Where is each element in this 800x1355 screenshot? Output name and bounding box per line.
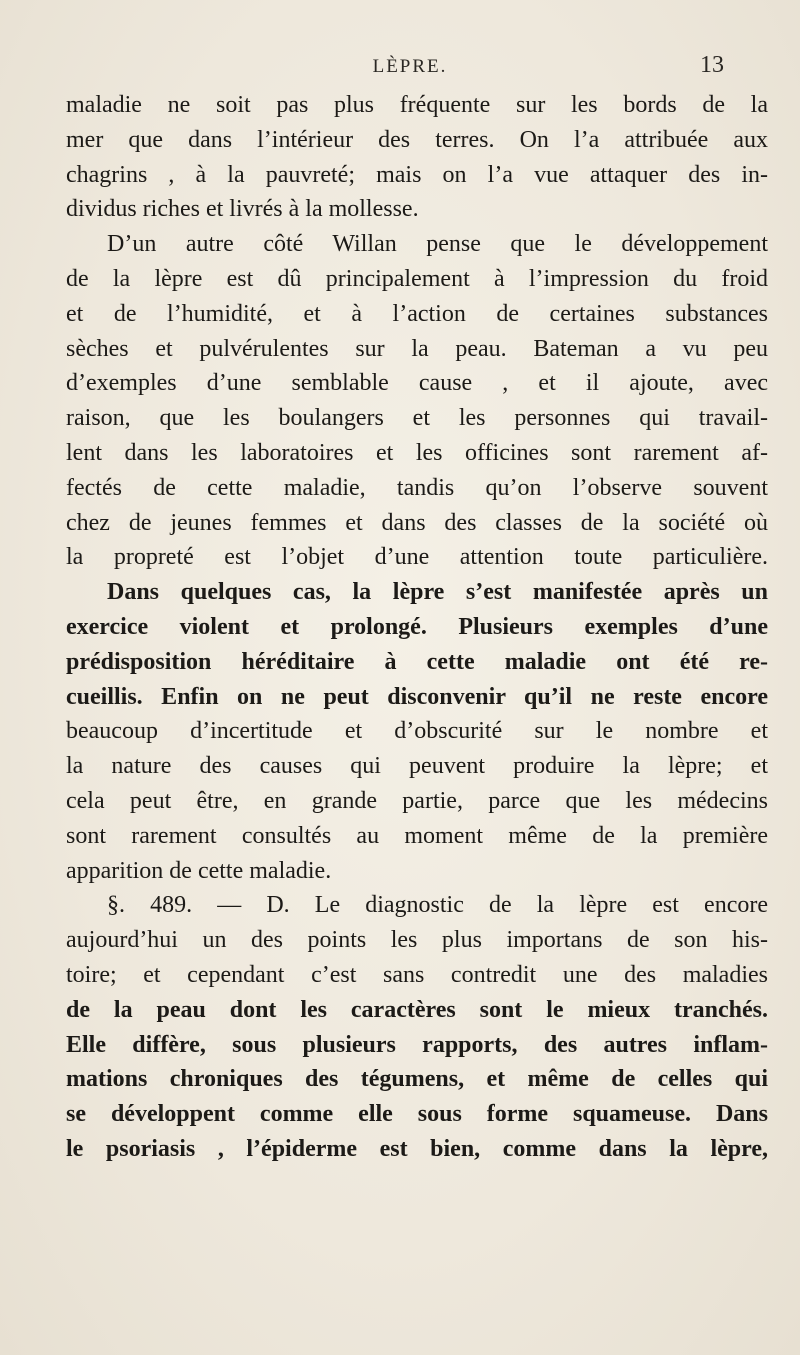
- text-line: Dans quelques cas, la lèpre s’est manifestée après un: [107, 579, 768, 606]
- text-line: de la lèpre est dû principalement à l’impression du froid: [66, 265, 768, 292]
- text-line: chagrins , à la pauvreté; mais on l’a vue attaquer des in-: [66, 161, 768, 188]
- text-line: mer que dans l’intérieur des terres. On l’a attribuée aux: [66, 126, 768, 153]
- text-line: d’exemples d’une semblable cause , et il ajoute, avec: [66, 370, 768, 397]
- text-line: chez de jeunes femmes et dans des classes de la société où: [66, 509, 768, 536]
- running-head: [0, 52, 800, 86]
- text-line: toire; et cependant c’est sans contredit une des maladies: [66, 961, 768, 988]
- text-line: sont rarement consultés au moment même de la première: [66, 822, 768, 849]
- text-line: lent dans les laboratoires et les officines sont rarement af-: [66, 439, 768, 466]
- text-line: de la peau dont les caractères sont le mieux tranchés.: [66, 996, 768, 1023]
- text-line: cueillis. Enfin on ne peut disconvenir qu’il ne reste encore: [66, 683, 768, 710]
- text-line: mations chroniques des tégumens, et même de celles qui: [66, 1066, 768, 1093]
- text-line: apparition de cette maladie.: [66, 857, 332, 884]
- body-text: [66, 88, 768, 1167]
- text-line: le psoriasis , l’épiderme est bien, comme dans la lèpre,: [66, 1135, 768, 1162]
- text-line: et de l’humidité, et à l’action de certaines substances: [66, 300, 768, 327]
- text-line: dividus riches et livrés à la mollesse.: [66, 196, 419, 223]
- text-line: fectés de cette maladie, tandis qu’on l’observe souvent: [66, 474, 768, 501]
- text-line: aujourd’hui un des points les plus importans de son his-: [66, 927, 768, 954]
- text-line: §. 489. — D. Le diagnostic de la lèpre est encore: [107, 892, 768, 919]
- text-line: exercice violent et prolongé. Plusieurs exemples d’une: [66, 613, 768, 640]
- text-line: la nature des causes qui peuvent produire la lèpre; et: [66, 753, 768, 780]
- text-line: beaucoup d’incertitude et d’obscurité sur le nombre et: [66, 718, 768, 745]
- text-line: D’un autre côté Willan pense que le développement: [107, 231, 768, 258]
- text-line: prédisposition héréditaire à cette maladie ont été re-: [66, 648, 768, 675]
- text-line: raison, que les boulangers et les personnes qui travail-: [66, 405, 768, 432]
- text-line: la propreté est l’objet d’une attention toute particulière.: [66, 544, 768, 571]
- running-title: LÈPRE.: [372, 56, 448, 77]
- text-line: Elle diffère, sous plusieurs rapports, des autres inflam-: [66, 1031, 768, 1058]
- text-line: sèches et pulvérulentes sur la peau. Bateman a vu peu: [66, 335, 768, 362]
- page-number: 13: [700, 52, 724, 78]
- text-line: maladie ne soit pas plus fréquente sur les bords de la: [66, 92, 768, 118]
- text-line: cela peut être, en grande partie, parce que les médecins: [66, 787, 768, 814]
- text-line: se développent comme elle sous forme squameuse. Dans: [66, 1101, 768, 1128]
